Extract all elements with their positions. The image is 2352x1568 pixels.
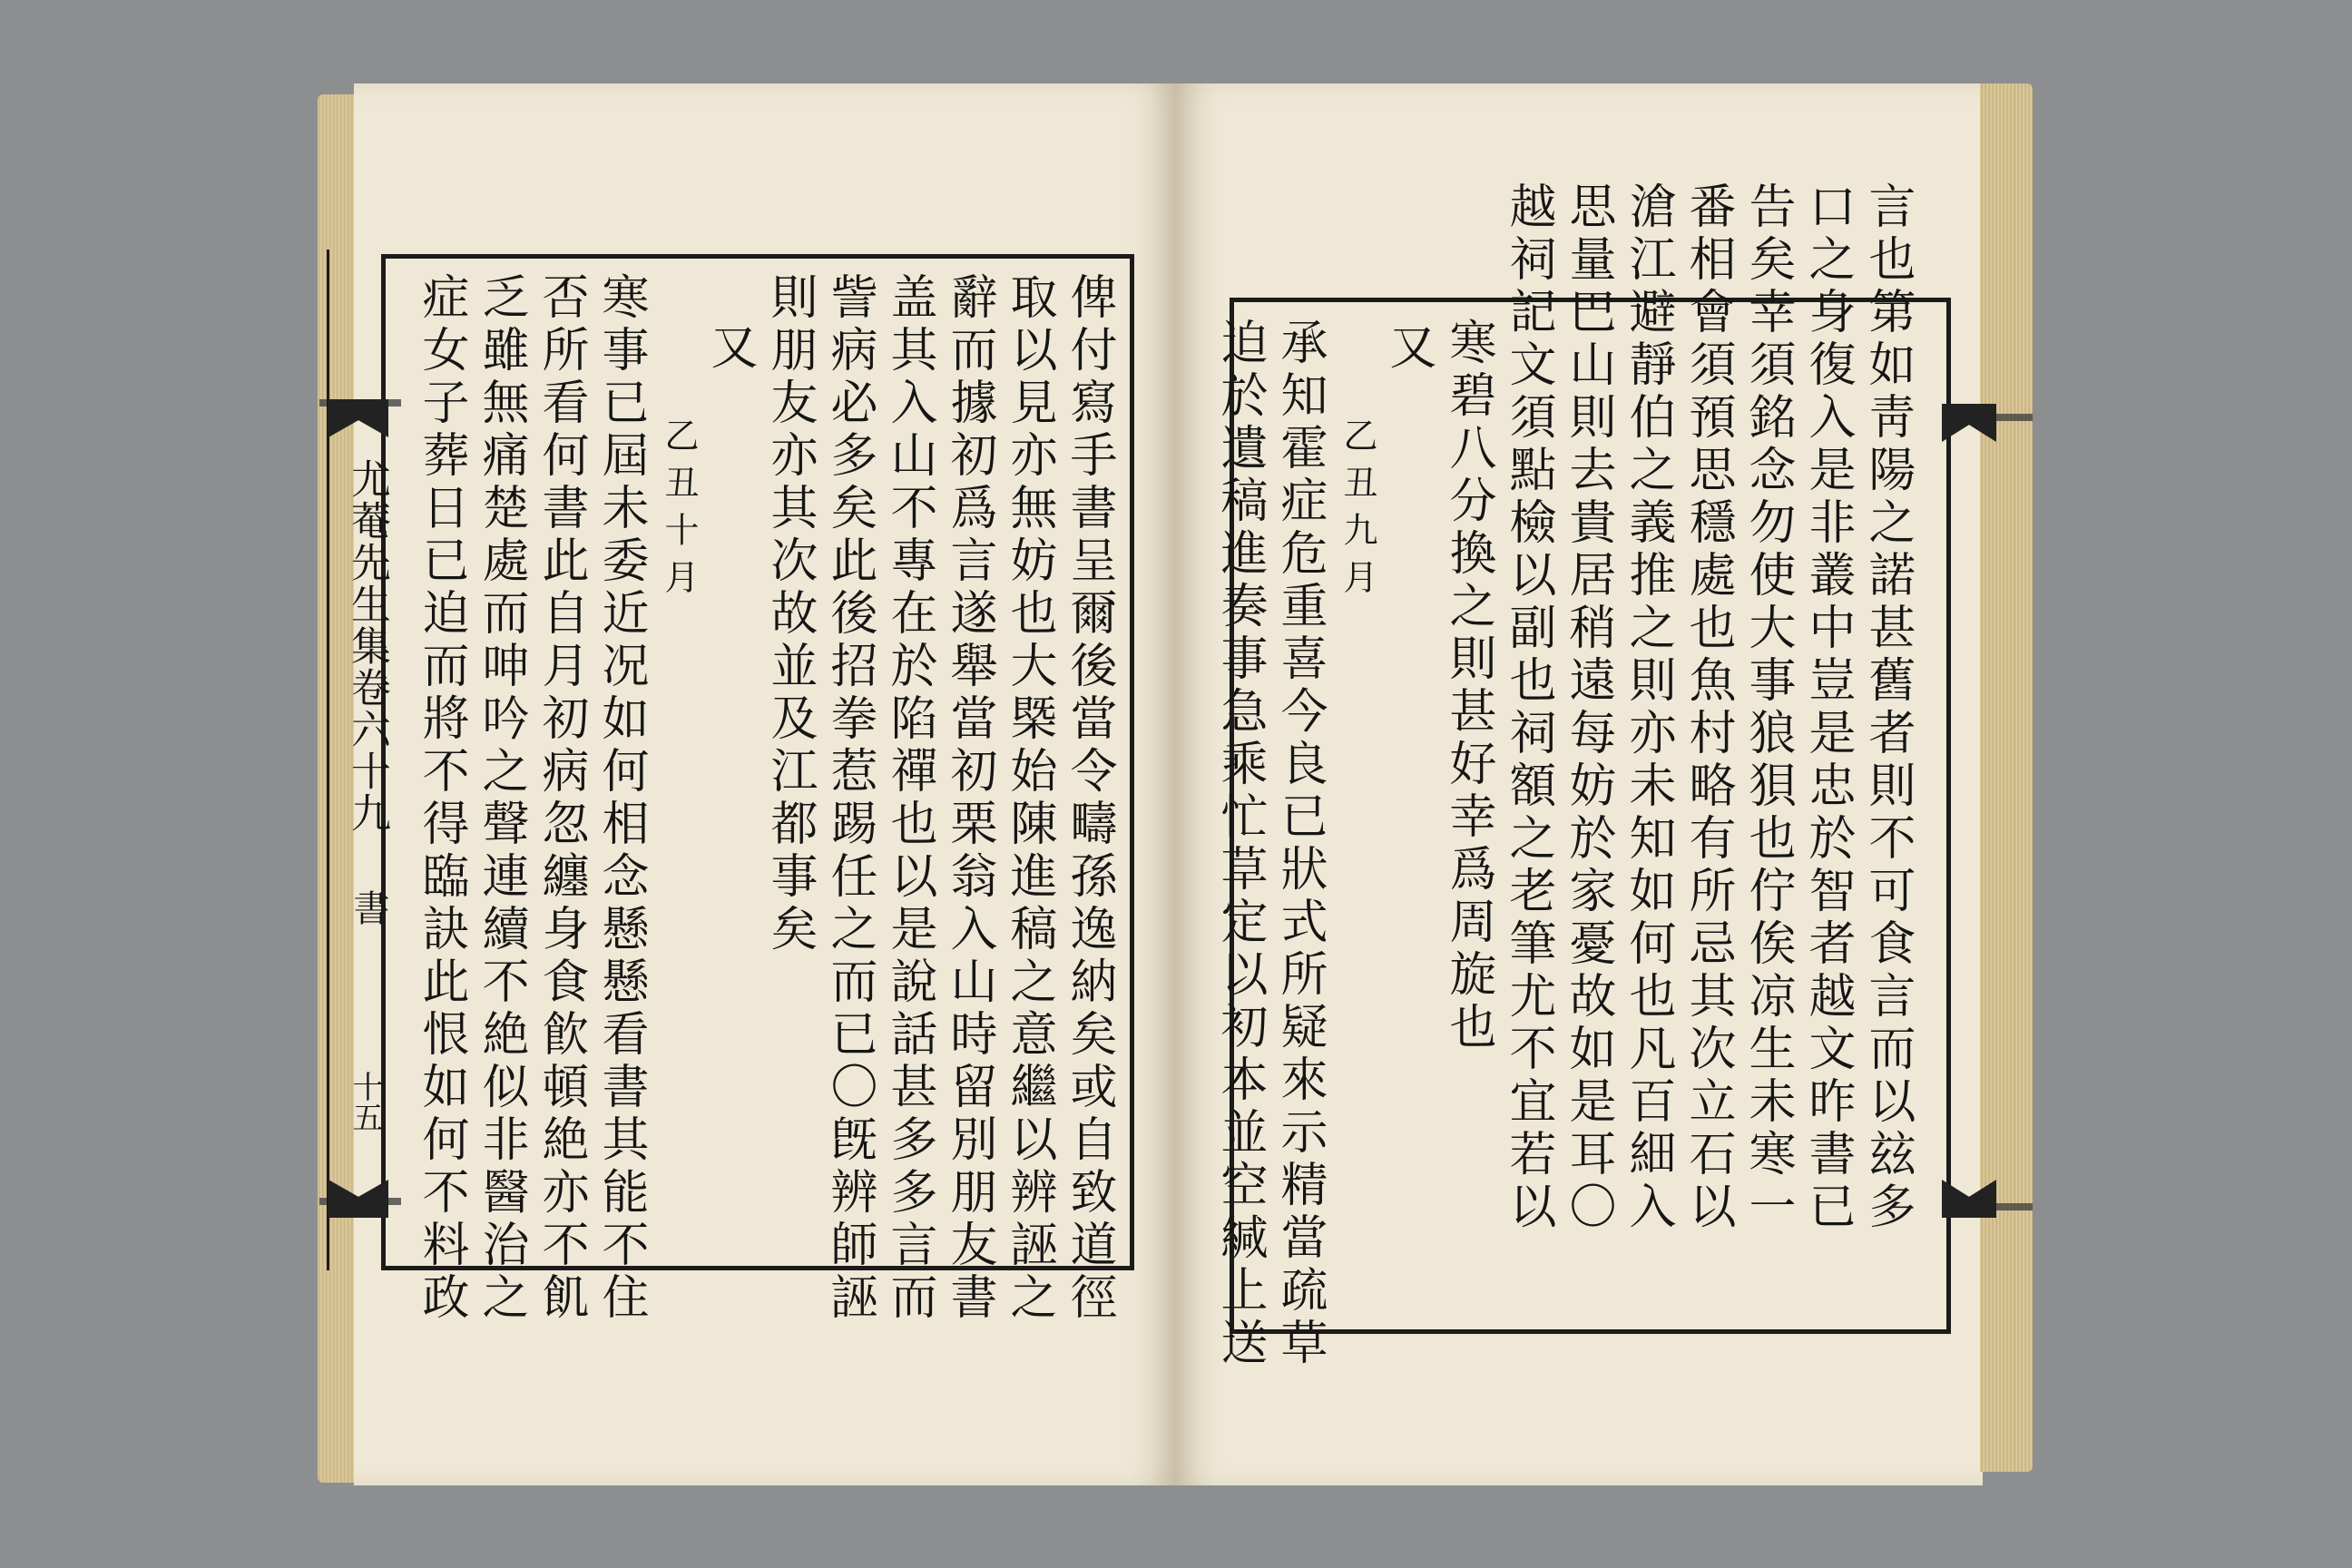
text-column: 越祠記文須點檢以副也祠額之老筆尤不宜若以	[1501, 181, 1555, 1234]
text-column: 辭而據初爲言遂舉當初栗翁入山時留別朋友書	[942, 272, 996, 1325]
letter-heading: 又	[702, 322, 757, 375]
text-column: 思量巴山則去貴居稍遠每妨於家憂故如是耳〇	[1561, 181, 1615, 1234]
text-column: 寒碧八分換之則甚好幸爲周旋也	[1441, 318, 1495, 1054]
right-fore-edge	[1980, 83, 2033, 1472]
text-column: 症女子葬日已迫而將不得臨訣此恨如何不料政	[414, 272, 468, 1325]
page-number: 十五	[347, 1071, 383, 1132]
text-column: 否所看何書此自月初病忽纏身食飮頓絶亦不飢	[534, 272, 588, 1325]
letter-heading: 又	[1381, 322, 1436, 375]
text-column: 番相會須預思穩處也魚村略有所忌其次立石以	[1681, 181, 1735, 1234]
text-column: 承知霍症危重喜今良已狀式所疑來示精當疏草	[1272, 318, 1327, 1370]
section-label: 書	[348, 889, 389, 926]
text-column: 寒事已屆未委近况如何相念懸懸看書其能不住	[593, 272, 648, 1325]
text-column: 告矣幸須銘念勿使大事狼狽也佇俟凉生未寒一	[1740, 181, 1795, 1234]
text-column: 俾付寫手書呈爾後當令疇孫逸納矣或自致道徑	[1062, 272, 1116, 1325]
text-column: 滄江避靜伯之義推之則亦未知如何也凡百細入	[1621, 181, 1675, 1234]
text-column: 則朋友亦其次故並及江都事矣	[762, 272, 817, 956]
text-column: 言也第如靑陽之諾甚舊者則不可食言而以玆多	[1860, 181, 1915, 1234]
text-column: 口之身復入是非叢中豈是忠於智者越文昨書已	[1800, 181, 1855, 1234]
text-column: 取以見亦無妨也大槩始陳進稿之意繼以辨誣之	[1002, 272, 1056, 1325]
letter-date: 乙丑九月	[1338, 417, 1377, 606]
text-column: 迫於遺稿進奏事急乘忙草定以初本並空緘上送	[1212, 318, 1267, 1370]
text-column: 乏雖無痛楚處而呻吟之聲連續不絶似非醫治之	[474, 272, 528, 1325]
letter-date: 乙丑十月	[659, 417, 699, 606]
book-title: 尤菴先生集卷六十九	[344, 458, 390, 834]
text-column: 訾病必多矣此後招拳惹踢任之而已〇旣辨師誣	[822, 272, 877, 1325]
text-column: 盖其入山不專在於陷禪也以是說話甚多多言而	[882, 272, 936, 1325]
